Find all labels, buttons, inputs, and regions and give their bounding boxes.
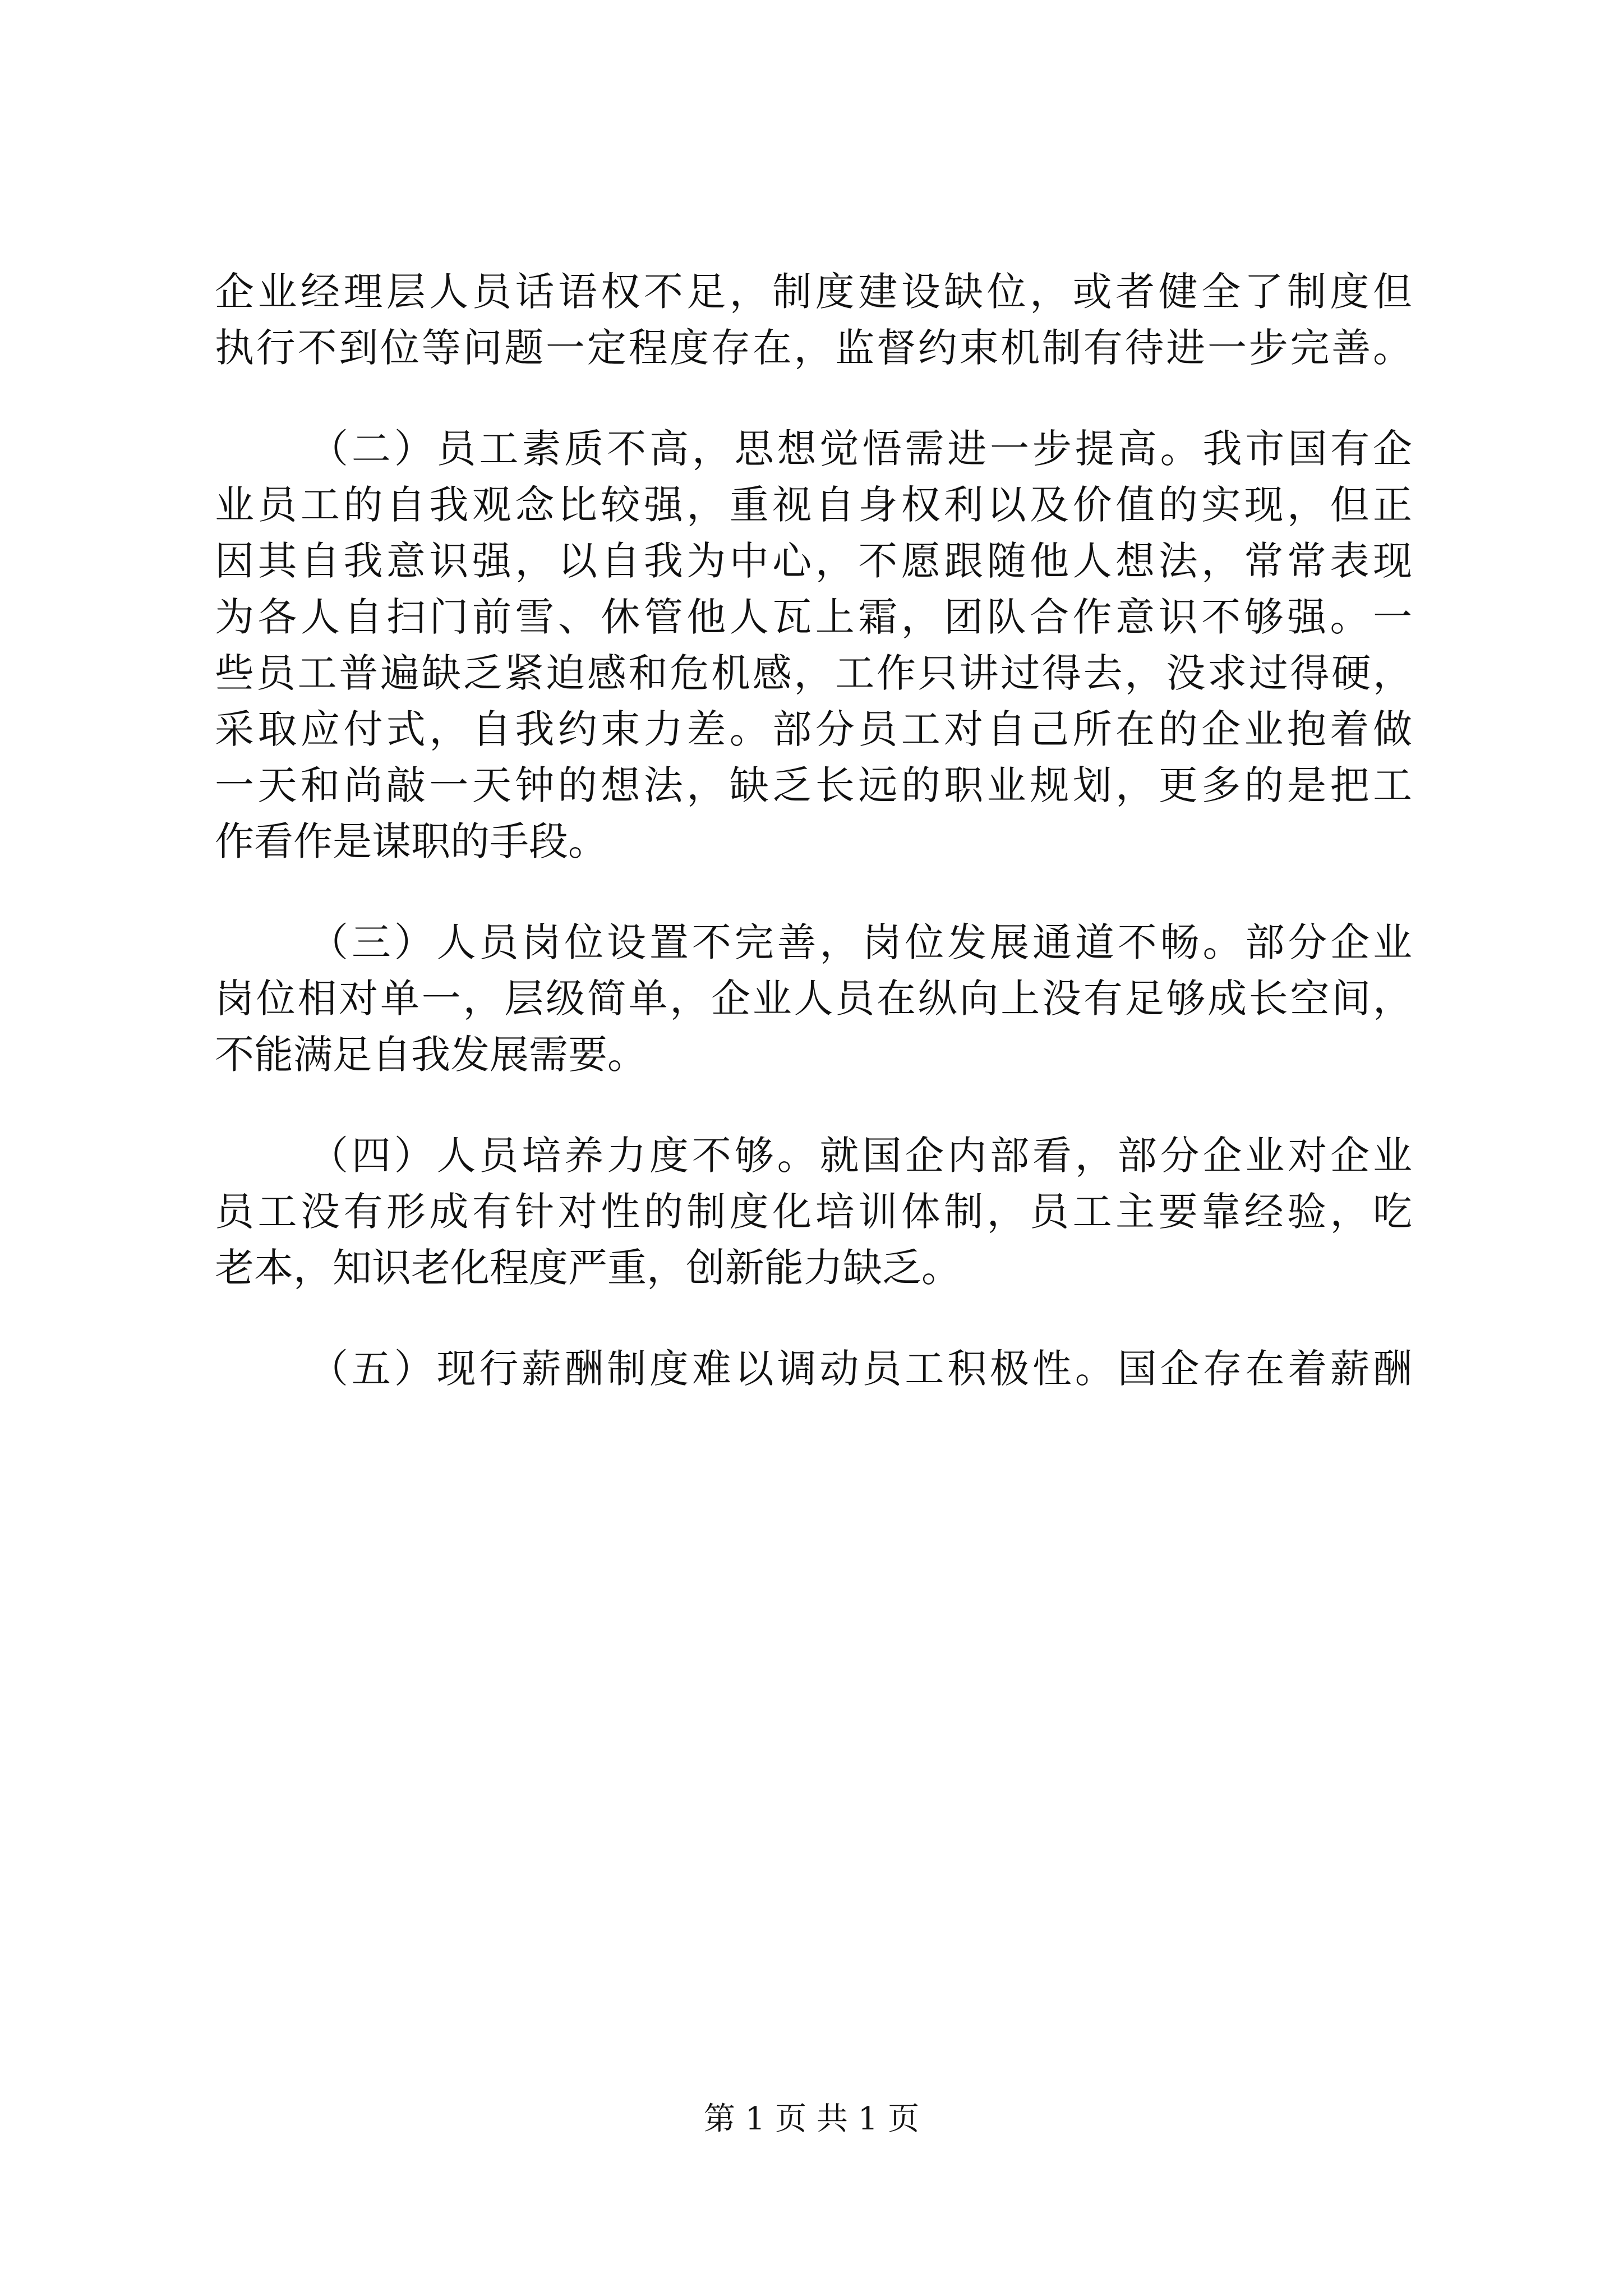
text-line: （五）现行薪酬制度难以调动员工积极性。国企存在着薪酬	[309, 1346, 1412, 1392]
text-line: （三）人员岗位设置不完善，岗位发展通道不畅。部分企业	[309, 919, 1412, 965]
text-line: 不能满足自我发展需要。	[215, 1032, 647, 1078]
text-line: 岗位相对单一，层级简单，企业人员在纵向上没有足够成长空间，	[215, 976, 1412, 1022]
paragraph-section-5	[215, 1341, 1412, 1397]
document-body	[215, 264, 1412, 1442]
text-line: （四）人员培养力度不够。就国企内部看，部分企业对企业	[309, 1133, 1412, 1179]
paragraph-section-3	[215, 914, 1412, 1083]
text-line: （二）员工素质不高，思想觉悟需进一步提高。我市国有企	[309, 426, 1412, 472]
text-line: 员工没有形成有针对性的制度化培训体制，员工主要靠经验，吃	[215, 1189, 1412, 1235]
text-line: 些员工普遍缺乏紧迫感和危机感，工作只讲过得去，没求过得硬，	[215, 650, 1412, 696]
text-line: 作看作是谋职的手段。	[215, 818, 607, 864]
text-line: 业员工的自我观念比较强，重视自身权利以及价值的实现，但正	[215, 482, 1412, 528]
text-line: 老本，知识老化程度严重，创新能力缺乏。	[215, 1245, 961, 1291]
text-line: 一天和尚敲一天钟的想法，缺乏长远的职业规划，更多的是把工	[215, 762, 1412, 808]
text-line: 为各人自扫门前雪、休管他人瓦上霜，团队合作意识不够强。一	[215, 594, 1412, 640]
text-line: 采取应付式，自我约束力差。部分员工对自己所在的企业抱着做	[215, 706, 1412, 752]
text-line: 执行不到位等问题一定程度存在，监督约束机制有待进一步完善。	[215, 325, 1412, 371]
page-footer: 第 1 页 共 1 页	[703, 2101, 920, 2137]
paragraph-section-4	[215, 1128, 1412, 1296]
text-line: 企业经理层人员话语权不足，制度建设缺位，或者健全了制度但	[215, 269, 1412, 315]
paragraph-section-2	[215, 421, 1412, 869]
text-line: 因其自我意识强，以自我为中心，不愿跟随他人想法，常常表现	[215, 538, 1412, 584]
paragraph-continuation	[215, 264, 1412, 376]
